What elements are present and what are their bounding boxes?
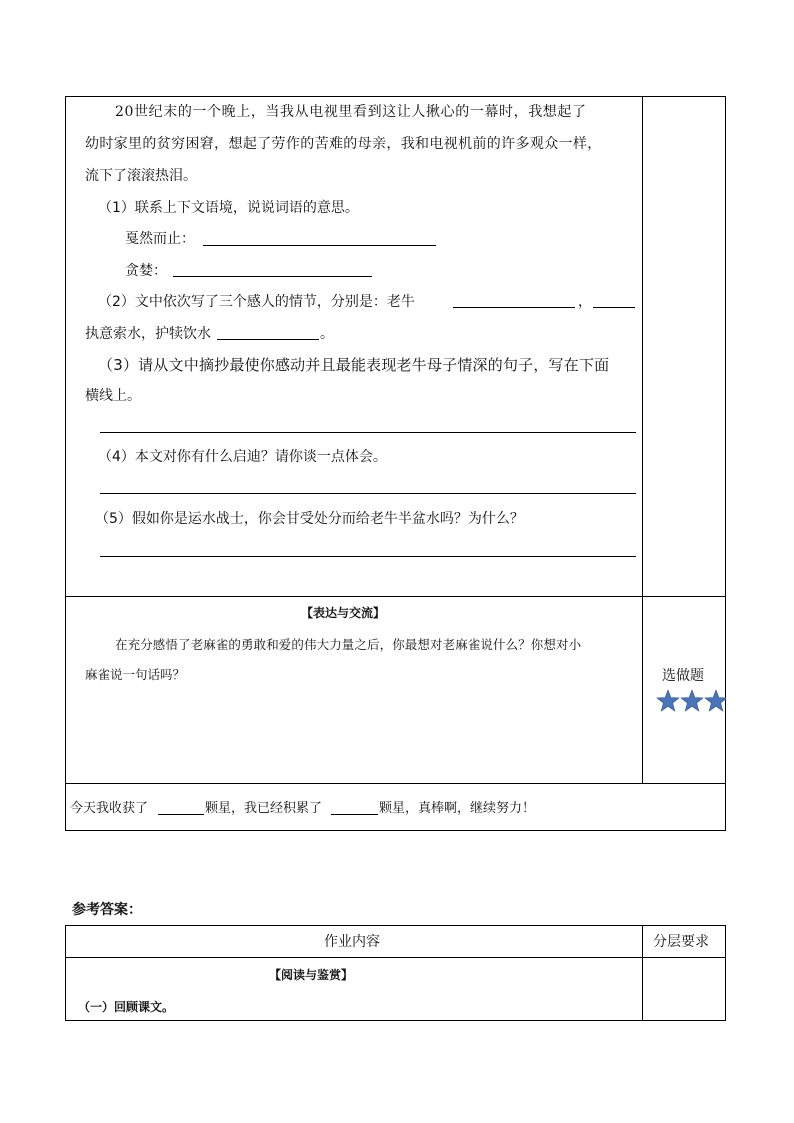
answers-col-header-content: 作业内容 (324, 934, 380, 950)
table-row-divider-1 (65, 596, 726, 597)
stars-total-blank[interactable] (331, 814, 378, 815)
question-2-line-2: 执意索水，护犊饮水 (85, 326, 211, 342)
question-5: （5）假如你是运水战士，你会甘受处分而给老牛半盆水吗？为什么？ (95, 511, 524, 527)
question-1-word-2: 贪婪： (125, 263, 167, 279)
answer-line-q4[interactable] (100, 493, 636, 494)
question-2-end: 。 (320, 326, 334, 342)
question-4: （4）本文对你有什么启迪？请你谈一点体会。 (98, 449, 387, 465)
table-top-border (65, 96, 726, 97)
answer-blank-2[interactable] (173, 276, 372, 277)
answer-line-q5[interactable] (100, 556, 636, 557)
answers-title: 参考答案： (72, 902, 142, 918)
express-text-line-1: 在充分感悟了老麻雀的勇敢和爱的伟大力量之后，你最想对老麻雀说什么？你想对小 (115, 637, 582, 652)
answers-table-col-divider (642, 925, 643, 1021)
passage-line-2: 幼时家里的贫穷困窘，想起了劳作的苦难的母亲，我和电视机前的许多观众一样， (85, 136, 602, 152)
summary-text-c: 颗星，真棒啊，继续努力！ (379, 801, 536, 816)
passage-line-3: 流下了滚滚热泪。 (85, 168, 197, 184)
express-heading: 【表达与交流】 (301, 606, 386, 620)
question-1: （1）联系上下文语境，说说词语的意思。 (98, 200, 359, 216)
summary-text-b: 颗星，我已经积累了 (205, 801, 323, 816)
summary-text-a: 今天我收获了 (70, 801, 149, 816)
star-icon-2 (680, 689, 704, 713)
star-icon-3 (704, 689, 726, 713)
answers-table-bottom (65, 1020, 726, 1021)
optional-label: 选做题 (662, 668, 704, 684)
stars-earned-blank[interactable] (158, 814, 204, 815)
passage-line-1: 20世纪末的一个晚上，当我从电视里看到这让人揪心的一幕时，我想起了 (115, 104, 587, 120)
table-bottom-border (65, 830, 726, 831)
answer-blank-3[interactable] (453, 307, 575, 308)
table-row-divider-2 (65, 783, 726, 784)
question-1-word-1: 戛然而止： (125, 231, 195, 247)
answer-blank-4[interactable] (593, 307, 635, 308)
answers-table-top (65, 925, 726, 926)
table-column-divider (642, 96, 643, 784)
question-2-comma: ， (578, 294, 592, 310)
table-right-border (725, 96, 726, 831)
star-icon-1 (656, 689, 680, 713)
answers-table-right (725, 925, 726, 1021)
answers-table-header-divider (65, 957, 726, 958)
answer-blank-1[interactable] (203, 245, 436, 246)
express-text-line-2: 麻雀说一句话吗？ (85, 667, 186, 682)
table-left-border (65, 96, 66, 831)
answers-col-header-level: 分层要求 (653, 934, 709, 950)
answer-line-q3[interactable] (100, 432, 636, 433)
answer-blank-5[interactable] (217, 339, 319, 340)
answers-section-heading: 【阅读与鉴赏】 (269, 968, 354, 982)
question-2-line-1: （2）文中依次写了三个感人的情节，分别是：老牛 (98, 294, 415, 310)
question-3-line-2: 横线上。 (85, 388, 141, 404)
question-3-line-1: （3）请从文中摘抄最使你感动并且最能表现老牛母子情深的句子，写在下面 (98, 356, 610, 374)
answers-table-left (65, 925, 66, 1021)
answers-subsection: （一）回顾课文。 (78, 1000, 175, 1014)
